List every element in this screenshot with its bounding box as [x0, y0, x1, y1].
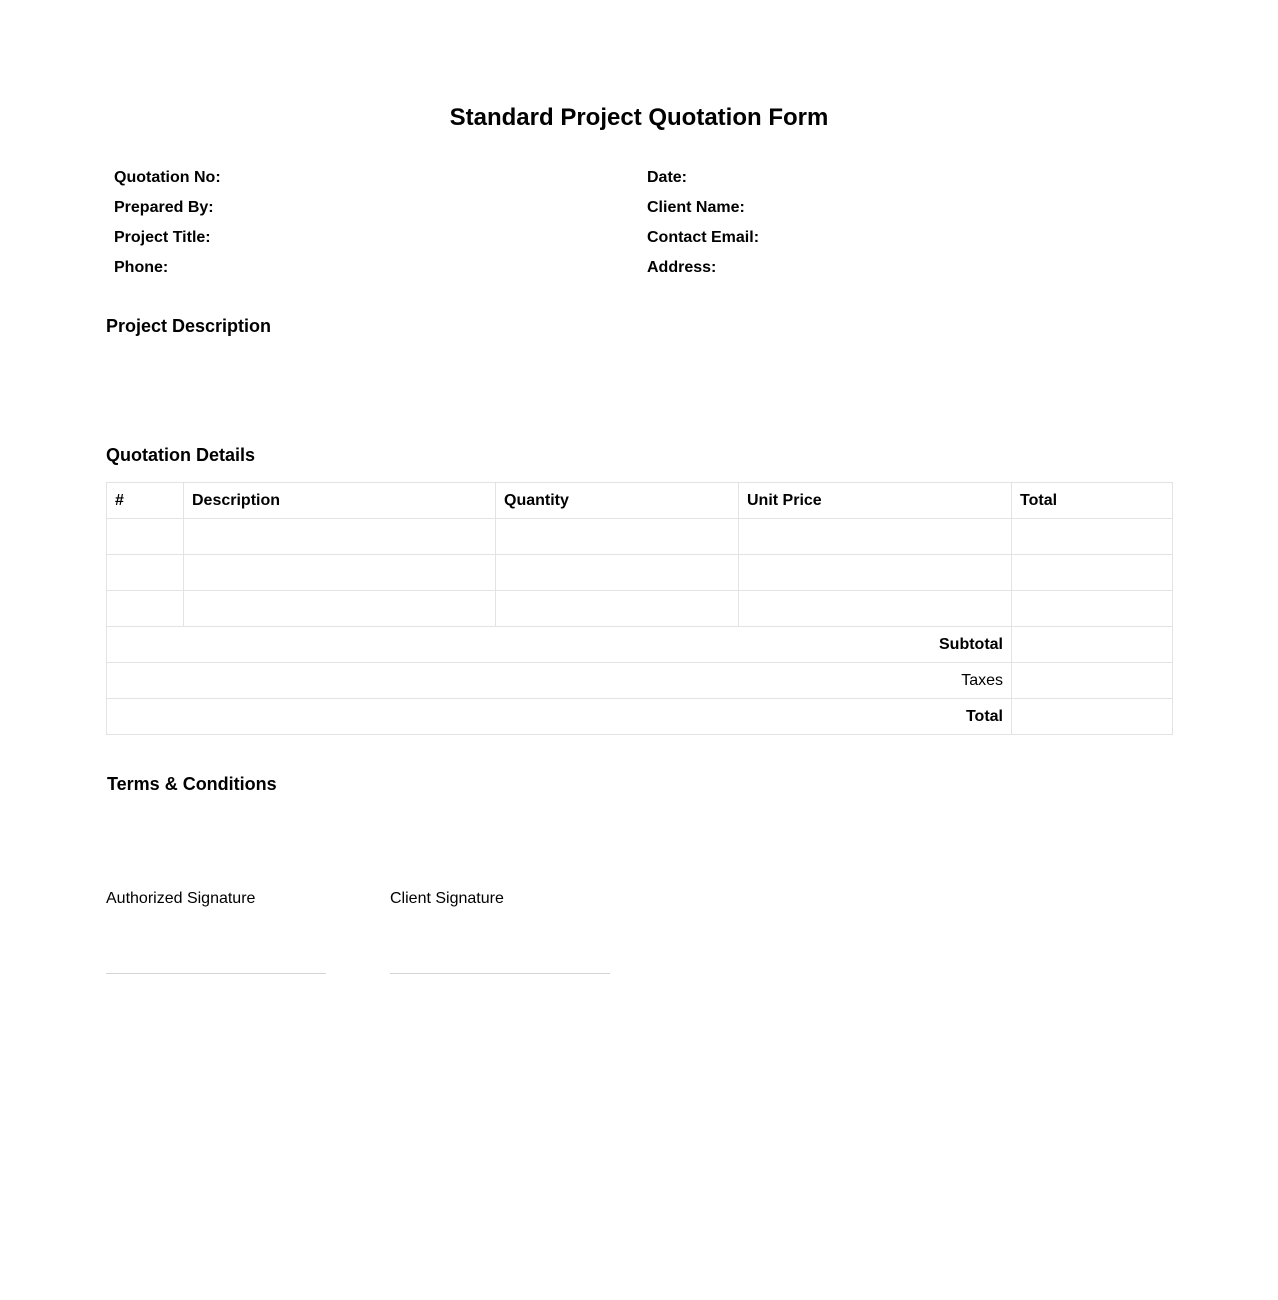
quotation-details-heading: Quotation Details — [106, 445, 256, 465]
taxes-label: Taxes — [107, 663, 1012, 699]
table-row — [107, 591, 1173, 627]
info-right-column — [647, 166, 759, 286]
subtotal-label: Subtotal — [107, 627, 1012, 663]
quotation-table — [106, 482, 1173, 735]
table-cell[interactable] — [107, 555, 184, 591]
client-signature-line[interactable] — [390, 973, 610, 974]
table-cell[interactable] — [496, 591, 739, 627]
column-header-quantity: Quantity — [496, 483, 739, 519]
phone-label: Phone: — [114, 259, 169, 276]
table-cell[interactable] — [184, 519, 496, 555]
table-cell[interactable] — [496, 519, 739, 555]
date-label: Date: — [647, 169, 688, 186]
authorized-signature-line[interactable] — [106, 973, 326, 974]
column-header-number: # — [107, 483, 184, 519]
project-description-heading: Project Description — [106, 316, 272, 336]
table-row — [107, 519, 1173, 555]
taxes-value[interactable] — [1012, 663, 1173, 699]
contact-email-label: Contact Email: — [647, 229, 760, 246]
prepared-by-label: Prepared By: — [114, 199, 214, 216]
quotation-no-label: Quotation No: — [114, 169, 221, 186]
column-header-unit-price: Unit Price — [739, 483, 1012, 519]
address-label: Address: — [647, 259, 717, 276]
subtotal-row — [107, 627, 1173, 663]
table-cell[interactable] — [107, 591, 184, 627]
client-signature-label: Client Signature — [390, 890, 504, 907]
table-cell[interactable] — [1012, 519, 1173, 555]
table-cell[interactable] — [107, 519, 184, 555]
subtotal-value[interactable] — [1012, 627, 1173, 663]
total-value[interactable] — [1012, 699, 1173, 735]
table-cell[interactable] — [184, 591, 496, 627]
table-cell[interactable] — [739, 591, 1012, 627]
column-header-total: Total — [1012, 483, 1173, 519]
total-row — [107, 699, 1173, 735]
column-header-description: Description — [184, 483, 496, 519]
client-signature-block — [390, 888, 610, 974]
table-cell[interactable] — [496, 555, 739, 591]
terms-conditions-heading: Terms & Conditions — [107, 774, 277, 794]
table-cell[interactable] — [184, 555, 496, 591]
project-title-label: Project Title: — [114, 229, 211, 246]
table-row — [107, 555, 1173, 591]
authorized-signature-label: Authorized Signature — [106, 890, 256, 907]
table-cell[interactable] — [739, 519, 1012, 555]
table-header-row — [107, 483, 1173, 519]
info-left-column — [114, 166, 221, 286]
table-cell[interactable] — [1012, 591, 1173, 627]
taxes-row — [107, 663, 1173, 699]
client-name-label: Client Name: — [647, 199, 745, 216]
table-cell[interactable] — [739, 555, 1012, 591]
table-cell[interactable] — [1012, 555, 1173, 591]
page-title: Standard Project Quotation Form — [449, 104, 829, 131]
total-label: Total — [107, 699, 1012, 735]
authorized-signature-block — [106, 888, 326, 974]
